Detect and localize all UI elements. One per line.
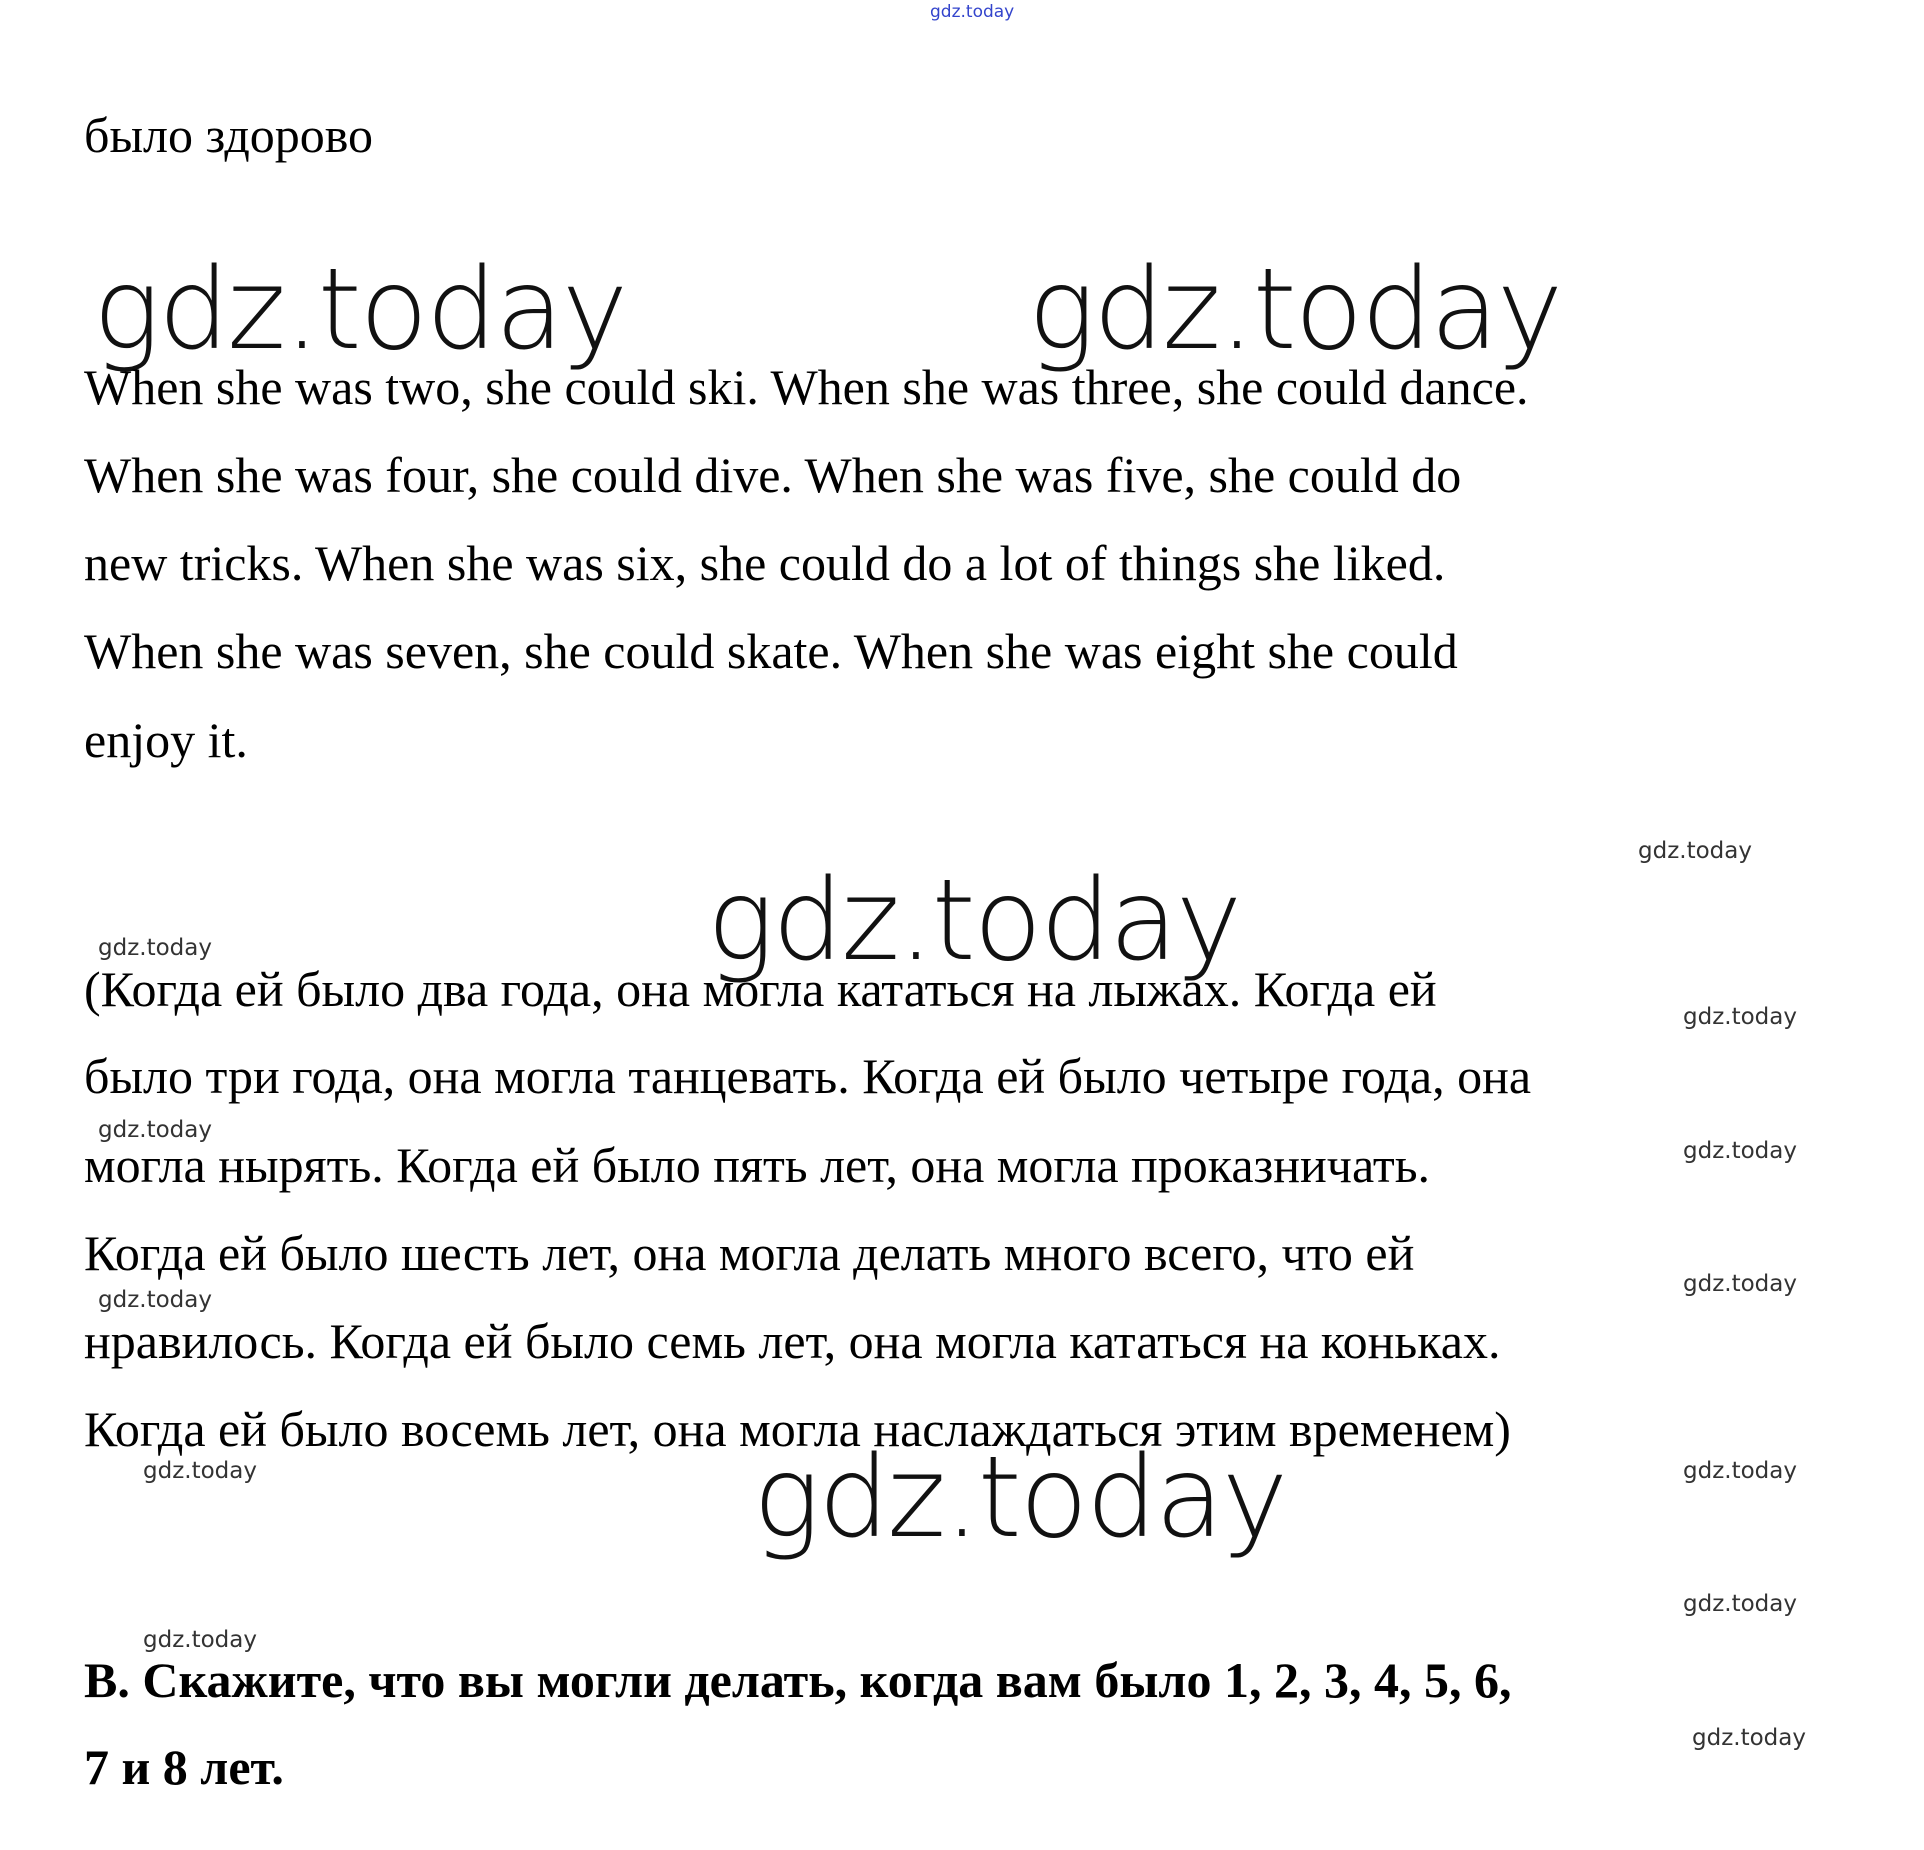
watermark-large: gdz.today: [707, 856, 1241, 986]
english-line: When she was seven, she could skate. When she was eight she could: [84, 623, 1458, 679]
english-line: When she was four, she could dive. When she was five, she could do: [84, 447, 1462, 503]
watermark-large: gdz.today: [1028, 245, 1562, 375]
watermark-small: gdz.today: [98, 1287, 212, 1313]
watermark-large: gdz.today: [93, 245, 627, 375]
watermark-small: gdz.today: [1638, 838, 1752, 864]
watermark-small: gdz.today: [1692, 1725, 1806, 1751]
english-line: enjoy it.: [84, 712, 248, 768]
watermark-small: gdz.today: [98, 1117, 212, 1143]
intro-text: было здорово: [84, 107, 374, 163]
watermark-large: gdz.today: [753, 1433, 1287, 1563]
watermark-top: gdz.today: [930, 2, 1015, 22]
russian-line: могла нырять. Когда ей было пять лет, она могла проказничать.: [84, 1137, 1430, 1193]
watermark-small: gdz.today: [98, 935, 212, 961]
russian-line: (Когда ей было два года, она могла кататься на лыжах. Когда ей: [84, 961, 1437, 1017]
russian-line: Когда ей было шесть лет, она могла делать много всего, что ей: [84, 1225, 1415, 1281]
task-line: B. Скажите, что вы могли делать, когда вам было 1, 2, 3, 4, 5, 6,: [84, 1652, 1512, 1708]
watermark-small: gdz.today: [1683, 1458, 1797, 1484]
watermark-small: gdz.today: [1683, 1138, 1797, 1164]
watermark-small: gdz.today: [143, 1627, 257, 1653]
english-line: new tricks. When she was six, she could do a lot of things she liked.: [84, 535, 1446, 591]
watermark-small: gdz.today: [1683, 1591, 1797, 1617]
watermark-small: gdz.today: [1683, 1271, 1797, 1297]
russian-line: было три года, она могла танцевать. Когда ей было четыре года, она: [84, 1048, 1532, 1104]
russian-line: нравилось. Когда ей было семь лет, она могла кататься на коньках.: [84, 1313, 1501, 1369]
task-line: 7 и 8 лет.: [84, 1739, 284, 1795]
watermark-small: gdz.today: [1683, 1004, 1797, 1030]
watermark-small: gdz.today: [143, 1458, 257, 1484]
english-line: When she was two, she could ski. When she was three, she could dance.: [84, 359, 1529, 415]
russian-line: Когда ей было восемь лет, она могла наслаждаться этим временем): [84, 1401, 1511, 1457]
